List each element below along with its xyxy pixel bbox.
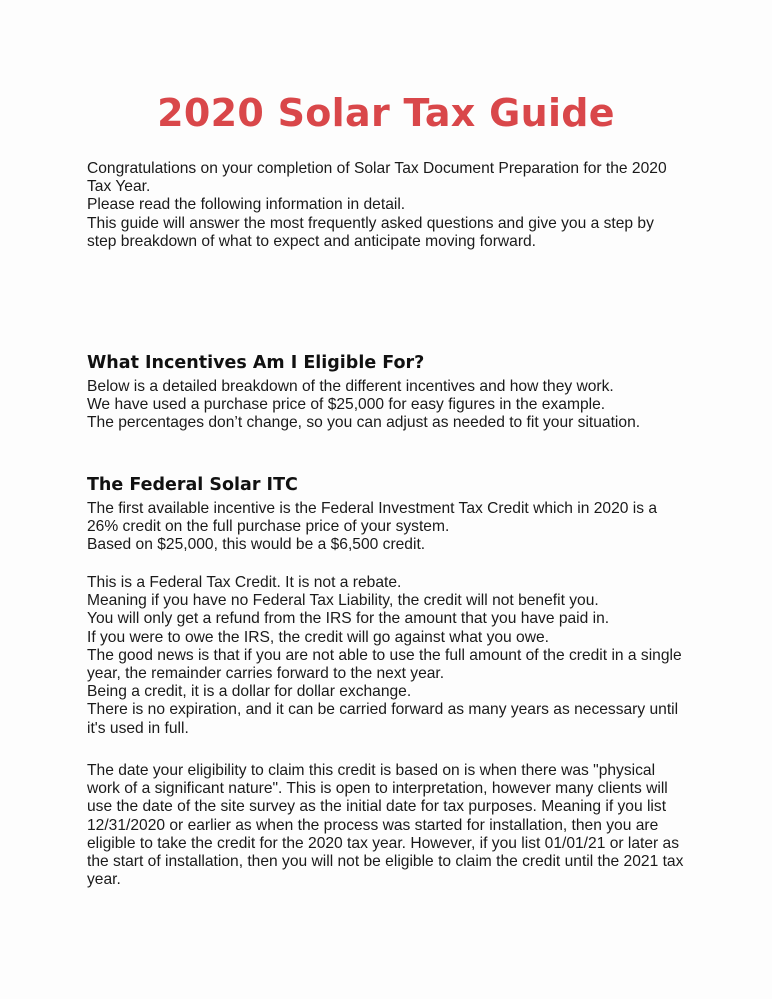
incentives-heading: What Incentives Am I Eligible For?: [87, 353, 425, 373]
incentives-line: Below is a detailed breakdown of the different incentives and how they work.: [87, 378, 614, 395]
itc-line: Being a credit, it is a dollar for dollar exchange.: [87, 683, 412, 701]
itc-line: If you were to owe the IRS, the credit will go against what you owe.: [87, 628, 549, 646]
intro-paragraph: [87, 160, 687, 251]
incentives-line: We have used a purchase price of $25,000 for easy figures in the example.: [87, 396, 606, 414]
itc-line: There is no expiration, and it can be carried forward as many years as necessary until it's used in full.: [87, 701, 679, 737]
itc-line: You will only get a refund from the IRS for the amount that you have paid in.: [87, 610, 610, 628]
itc-line: The first available incentive is the Federal Investment Tax Credit which in 2020 is a 26% credit on the full purchase price of your system.: [87, 500, 658, 536]
itc-paragraph-1: [87, 500, 687, 555]
itc-heading: The Federal Solar ITC: [87, 475, 298, 495]
itc-paragraph-3: [87, 762, 687, 889]
incentives-paragraph: [87, 378, 687, 433]
itc-line: Meaning if you have no Federal Tax Liability, the credit will not benefit you.: [87, 592, 599, 610]
intro-line: Please read the following information in detail.: [87, 196, 406, 214]
itc-line: The good news is that if you are not able to use the full amount of the credit in a single year, the remainder carries forward to the next year.: [87, 646, 682, 683]
intro-line: This guide will answer the most frequently asked questions and give you a step by step breakdown of what to expect and anticipate moving forward.: [87, 214, 654, 250]
intro-line: Congratulations on your completion of Solar Tax Document Preparation for the 2020 Tax Year.: [87, 160, 667, 196]
itc-line: Based on $25,000, this would be a $6,500 credit.: [87, 536, 426, 554]
document-title: 2020 Solar Tax Guide: [157, 91, 615, 135]
itc-line: This is a Federal Tax Credit. It is not a rebate.: [87, 574, 402, 591]
itc-eligibility-date-text: The date your eligibility to claim this credit is based on is when there was "physical work of a significant nature". This is open to interpretation, however many clients will use the date of the site survey as the initial date for tax purposes. Meaning if you list 12/31/2020 or earlier as when the process was started for installation, then you are eligible to take the credit for the 2020 tax year. However, if you list 01/01/21 or later as the start of installation, then you will not be eligible to claim the credit until the 2021 tax year.: [87, 762, 684, 889]
incentives-line: The percentages don’t change, so you can adjust as needed to fit your situation.: [87, 414, 641, 432]
itc-paragraph-2: [87, 574, 687, 738]
